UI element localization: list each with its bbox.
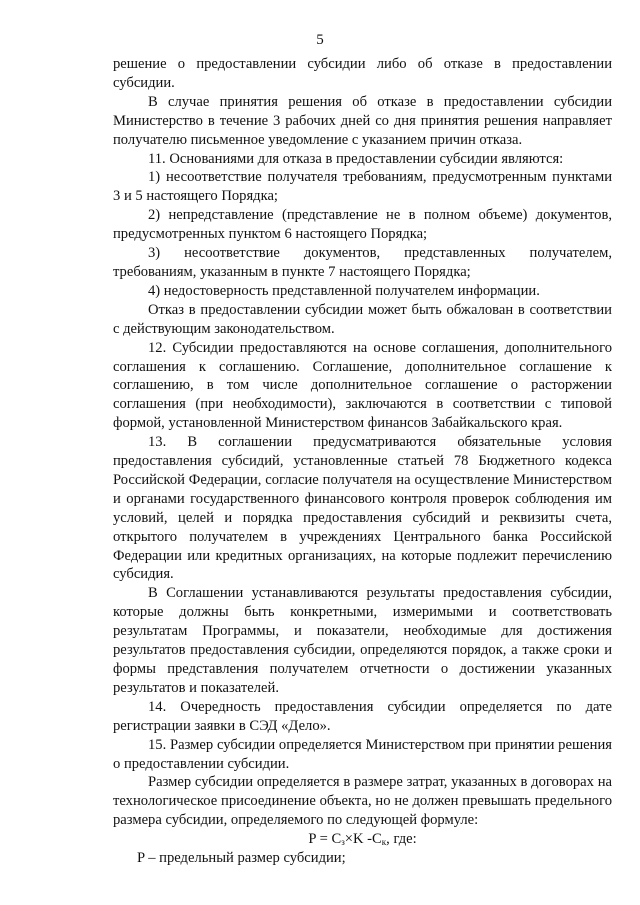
list-item-3: 3) несоответствие документов, представленных получателем, требованиям, указанным в пункте 7 настоящего Порядка; xyxy=(113,245,612,280)
paragraph-subsidy-size: Размер субсидии определяется в размере затрат, указанных в договорах на технологическое присоединение объекта, но не должен превышать предельного размера субсидии, определяемого по следующей формуле: xyxy=(113,774,612,829)
page-number: 5 xyxy=(316,32,324,48)
list-item-4: 4) недостоверность представленной получателем информации. xyxy=(148,282,540,299)
paragraph-15: 15. Размер субсидии определяется Министерством при принятии решения о предоставлении субсидии. xyxy=(113,736,612,772)
formula-mid: ×K -C xyxy=(344,831,382,848)
formula-sub-1: з xyxy=(341,837,345,848)
paragraph-refusal-notice: В случае принятия решения об отказе в предоставлении субсидии Министерство в течение 3 рабочих дней со дня принятия решения направляет получателю письменное уведомление с указанием причин отказа. xyxy=(113,93,612,148)
formula-tail: , где: xyxy=(386,831,417,848)
document-body xyxy=(113,55,612,868)
paragraph-continuation: решение о предоставлении субсидии либо об отказе в предоставлении субсидии. xyxy=(113,56,612,91)
paragraph-agreement-results: В Соглашении устанавливаются результаты предоставления субсидии, которые должны быть конкретными, измеримыми и соответствовать результатам Программы, и показатели, необходимые для достижения результатов предоставления субсидии, определяются порядок, а также сроки и формы представления получателем отчетности о достижении указанных результатов и показателей. xyxy=(113,585,612,696)
formula xyxy=(113,830,612,849)
definition-p: P – предельный размер субсидии; xyxy=(137,850,346,867)
paragraph-14: 14. Очередность предоставления субсидии определяется по дате регистрации заявки в СЭД «Дело». xyxy=(113,698,612,734)
formula-lhs: P = C xyxy=(308,831,342,848)
list-item-2: 2) непредставление (представление не в полном объеме) документов, предусмотренных пунктом 6 настоящего Порядка; xyxy=(113,207,612,243)
list-item-1: 1) несоответствие получателя требованиям, предусмотренным пунктами 3 и 5 настоящего Порядка; xyxy=(113,169,612,205)
paragraph-12: 12. Субсидии предоставляются на основе соглашения, дополнительного соглашения к соглашению. Соглашение, дополнительное соглашение к соглашению, в том числе дополнительное соглашение о расторжении соглашения (при необходимости), заключаются в соответствии с типовой формой, установленной Министерством финансов Забайкальского края. xyxy=(113,339,612,432)
paragraph-appeal: Отказ в предоставлении субсидии может быть обжалован в соответствии с действующим законодательством. xyxy=(113,301,612,337)
paragraph-11-heading: 11. Основаниями для отказа в предоставлении субсидии являются: xyxy=(148,150,564,167)
paragraph-13: 13. В соглашении предусматриваются обязательные условия предоставления субсидий, установленные статьей 78 Бюджетного кодекса Российской Федерации, согласие получателя на осуществление Министерством и органами государственного финансового контроля проверок соблюдения им условий, целей и порядка предоставления субсидий и реквизиты счета, открытого получателем в учреждениях Центрального банка Российской Федерации или кредитных организациях, на которые подлежит перечислению субсидия. xyxy=(113,434,612,583)
formula-sub-2: к xyxy=(381,837,387,848)
